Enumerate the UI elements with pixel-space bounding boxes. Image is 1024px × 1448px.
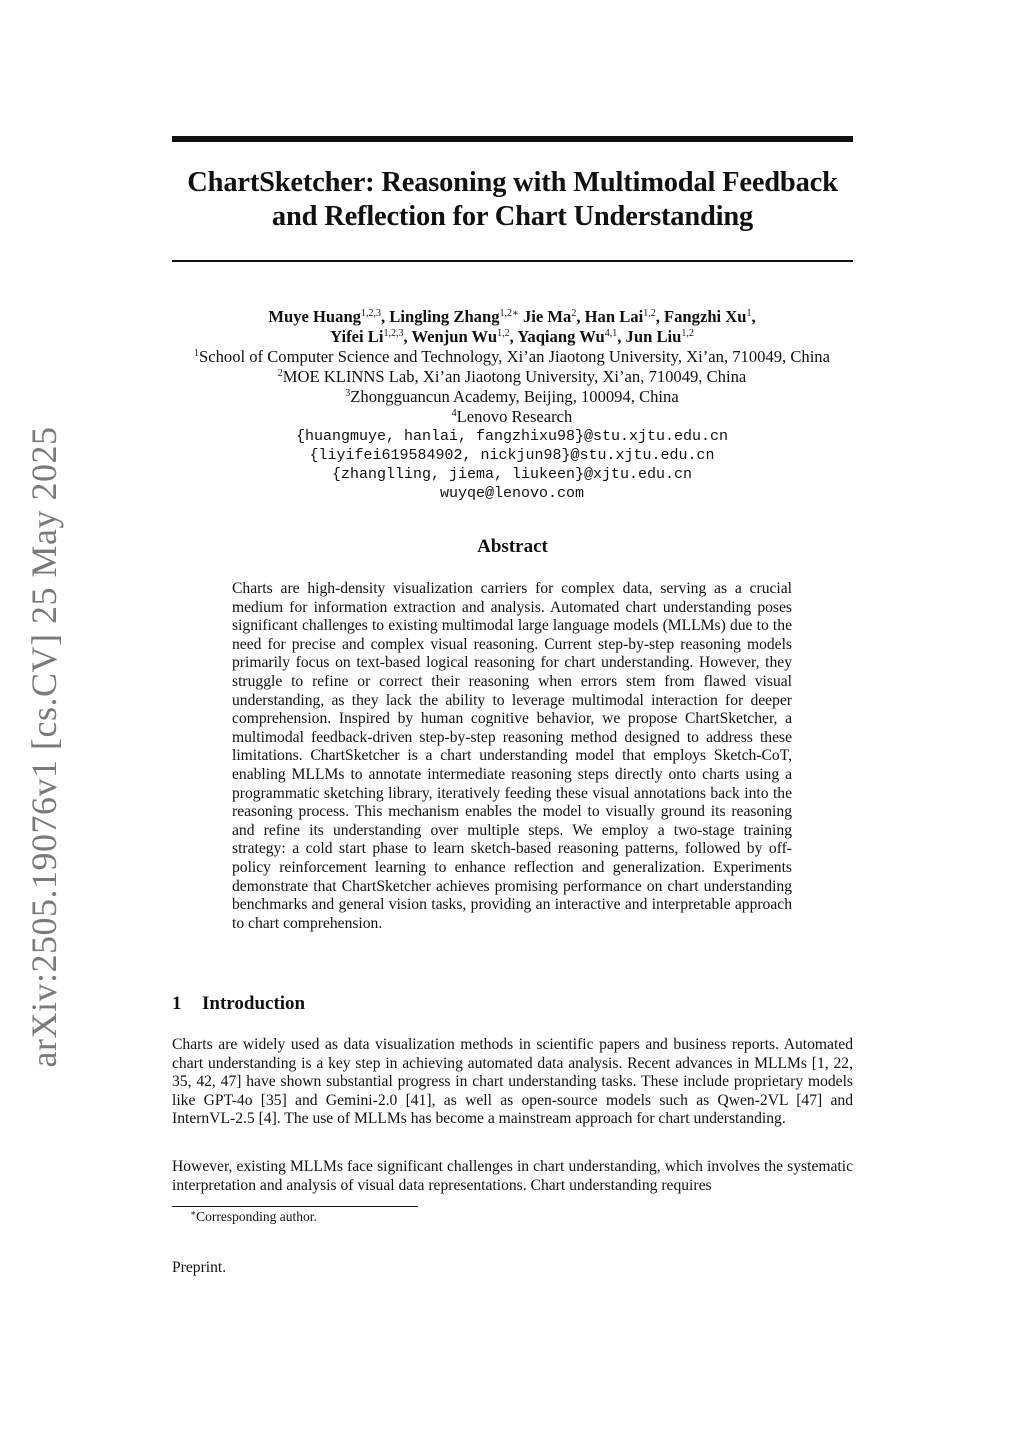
affiliation-text: School of Computer Science and Technology, Xi’an Jiaotong University, Xi’an, 710049, China xyxy=(199,347,830,366)
author-name: Yaqiang Wu xyxy=(517,327,605,346)
section-heading-introduction xyxy=(172,992,305,1016)
author-name: Muye Huang xyxy=(268,307,361,326)
author-affiliation-mark: 1,2 xyxy=(643,308,656,319)
section-number: 1 xyxy=(172,993,182,1014)
section-title: Introduction xyxy=(202,993,306,1014)
footnote-rule xyxy=(172,1206,418,1207)
author-separator: , xyxy=(380,307,390,326)
affiliation-text: MOE KLINNS Lab, Xi’an Jiaotong University, Xi’an, 710049, China xyxy=(282,367,747,386)
affiliation-3 xyxy=(150,387,874,407)
affiliation-mark: 3 xyxy=(345,388,351,399)
author-affiliation-mark: 1 xyxy=(746,308,752,319)
arxiv-stamp-text: arXiv:2505.19076v1 [cs.CV] 25 May 2025 xyxy=(24,426,64,1068)
affiliation-2 xyxy=(150,367,874,387)
author-affiliation-mark: 4,1 xyxy=(604,328,618,339)
author-name: Han Lai xyxy=(584,307,644,326)
email-line-3: {zhanglling, jiema, liukeen}@xjtu.edu.cn xyxy=(331,466,693,483)
affiliation-text: Lenovo Research xyxy=(456,407,573,426)
author-name: Jie Ma xyxy=(522,307,572,326)
intro-paragraph-2: However, existing MLLMs face significant challenges in chart understanding, which involves the systematic interpretation and analysis of visual data representations. Chart understanding requires xyxy=(172,1158,853,1194)
email-line-4: wuyqe@lenovo.com xyxy=(439,485,585,502)
author-affiliation-mark: 2 xyxy=(571,308,577,319)
affiliation-text: Zhongguancun Academy, Beijing, 100094, China xyxy=(350,387,679,406)
author-separator: , xyxy=(403,327,412,346)
preprint-label: Preprint. xyxy=(172,1259,227,1276)
email-line-2: {liyifei619584902, nickjun98}@stu.xjtu.edu.cn xyxy=(309,447,715,464)
affiliation-1 xyxy=(150,347,874,367)
author-separator: , xyxy=(617,327,626,346)
intro-paragraph-1: Charts are widely used as data visualization methods in scientific papers and business reports. Automated chart understanding is a key step in achieving automated data analysis. Recent advances in MLLMs [1, 22, 35, 42, 47] have shown substantial progress in chart understanding tasks. These include proprietary models like GPT-4o [35] and Gemini-2.0 [41], as well as open-source models such as Qwen-2VL [47] and InternVL-2.5 [4]. The use of MLLMs has become a mainstream approach for chart understanding. xyxy=(172,1036,853,1128)
title-bottom-rule xyxy=(172,260,853,262)
author-affiliation-mark: 1,2,3 xyxy=(383,328,404,339)
author-separator: , xyxy=(751,307,756,326)
author-affiliation-mark: 1,2 xyxy=(497,328,510,339)
author-name: Jun Liu xyxy=(625,327,682,346)
title-line-1: ChartSketcher: Reasoning with Multimodal Feedback xyxy=(187,167,838,198)
title-line-2: and Reflection for Chart Understanding xyxy=(271,201,754,232)
author-name: Lingling Zhang xyxy=(389,307,500,326)
author-line-1 xyxy=(150,307,874,327)
author-affiliation-mark: 1,2,3 xyxy=(360,308,381,319)
author-separator: , xyxy=(576,307,585,326)
footnote xyxy=(190,1208,317,1226)
affiliation-mark: 2 xyxy=(277,368,283,379)
affiliation-mark: 4 xyxy=(451,408,457,419)
email-line-1: {huangmuye, hanlai, fangzhixu98}@stu.xjtu.edu.cn xyxy=(295,428,729,445)
abstract-heading: Abstract xyxy=(477,536,548,557)
author-affiliation-mark: 1,2 xyxy=(681,328,694,339)
footnote-text: Corresponding author. xyxy=(196,1209,317,1224)
author-affiliation-mark: 1,2∗ xyxy=(499,308,519,319)
affiliation-4 xyxy=(150,407,874,427)
author-line-2 xyxy=(150,327,874,347)
author-separator: , xyxy=(509,327,518,346)
author-name: Fangzhi Xu xyxy=(664,307,747,326)
paper-title xyxy=(172,166,853,234)
author-separator: , xyxy=(655,307,664,326)
author-name: Yifei Li xyxy=(330,327,384,346)
footnote-mark: ∗ xyxy=(190,1208,197,1218)
author-block xyxy=(150,307,874,503)
abstract-body: Charts are high-density visualization carriers for complex data, serving as a crucial medium for information extraction and analysis. Automated chart understanding poses significant challenges to existing multimodal large language models (MLLMs) due to the need for precise and complex visual reasoning. Current step-by-step reasoning models primarily focus on text-based logical reasoning for chart understanding. However, they struggle to refine or correct their reasoning when errors stem from flawed visual understanding, as they lack the ability to leverage multimodal interaction for deeper comprehension. Inspired by human cognitive behavior, we propose ChartSketcher, a multimodal feedback-driven step-by-step reasoning method designed to address these limitations. ChartSketcher is a chart understanding model that employs Sketch-CoT, enabling MLLMs to annotate intermediate reasoning steps directly onto charts using a programmatic sketching library, iteratively feeding these visual annotations back into the reasoning process. This mechanism enables the model to visually ground its reasoning and refine its understanding over multiple steps. We employ a two-stage training strategy: a cold start phase to learn sketch-based reasoning patterns, followed by off-policy reinforcement learning to enhance reflection and generalization. Experiments demonstrate that ChartSketcher achieves promising performance on chart understanding benchmarks and general vision tasks, providing an interactive and interpretable approach to chart comprehension. xyxy=(232,580,792,932)
affiliation-mark: 1 xyxy=(194,348,199,359)
title-top-rule xyxy=(172,136,853,142)
author-name: Wenjun Wu xyxy=(411,327,498,346)
